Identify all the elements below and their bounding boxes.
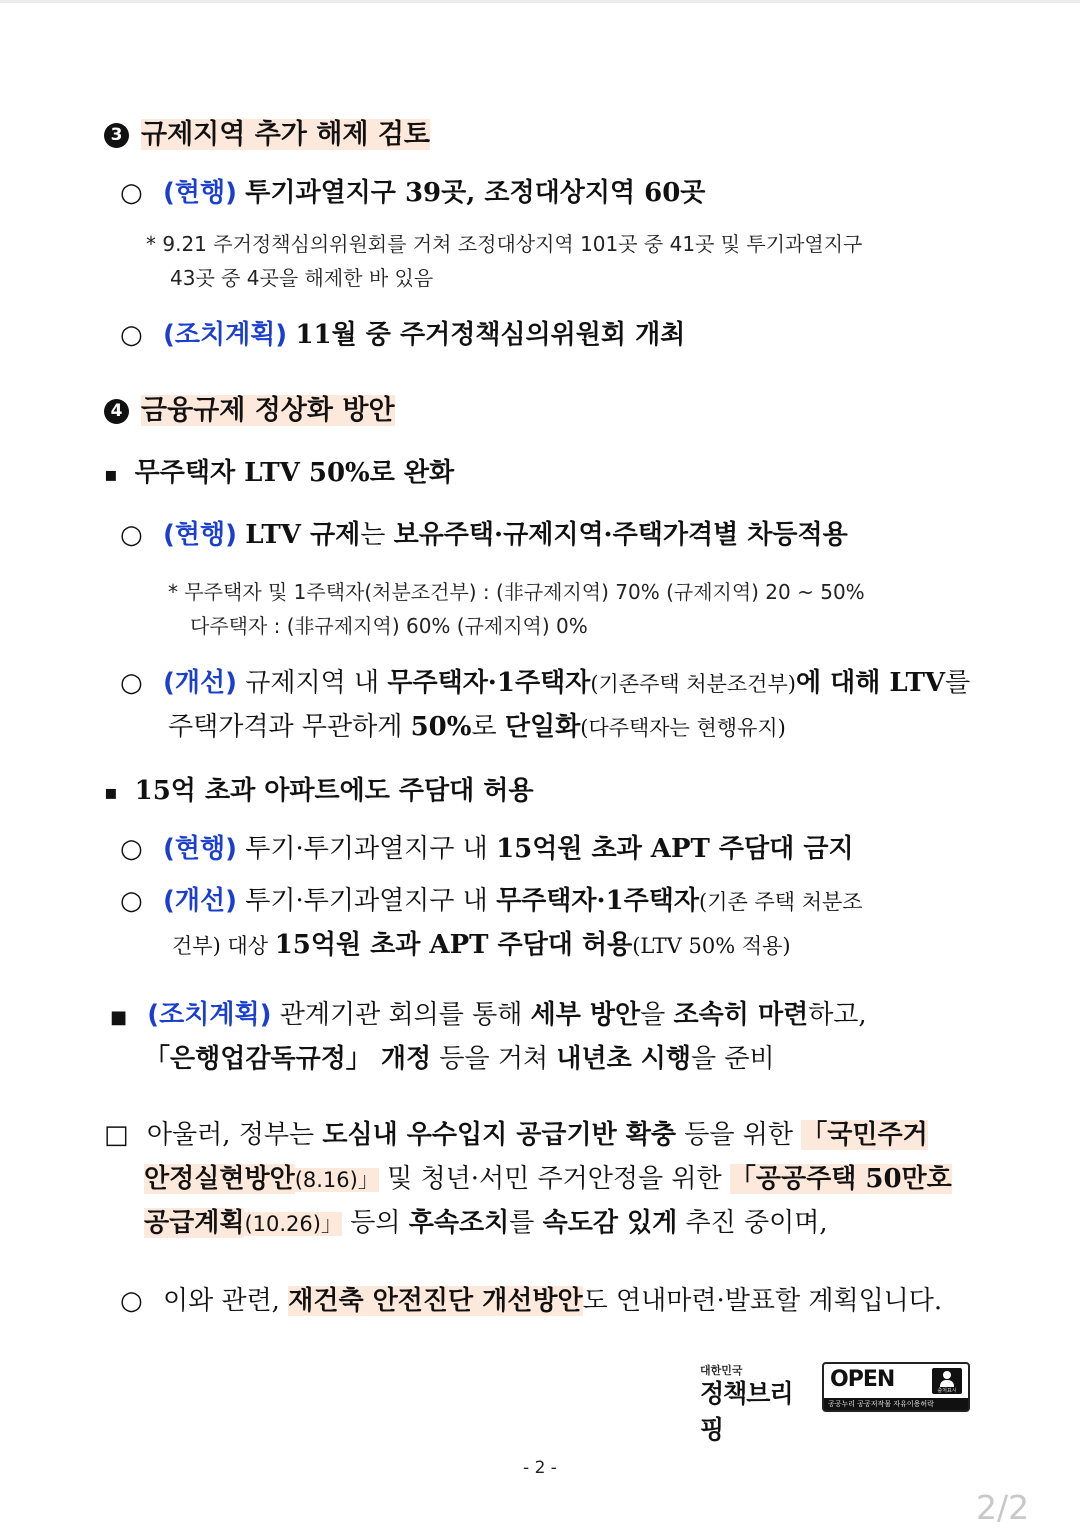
improve-tag: (개선) — [162, 668, 237, 698]
plan-text-c: 을 — [640, 1000, 674, 1030]
box-text-l: 후속조치 — [408, 1208, 510, 1238]
improve-text-h: 로 — [471, 712, 505, 742]
improve-text-j: (다주택자는 현행유지) — [580, 716, 786, 740]
improve-text-b: 무주택자·1주택자 — [387, 668, 591, 698]
plan-tag: (조치계획) — [162, 320, 288, 350]
plan-text-g: 등을 거쳐 — [431, 1044, 557, 1074]
improve-text-d: 건부) 대상 — [172, 934, 275, 958]
box-text-h: 「공공주택 50만호 — [729, 1164, 952, 1194]
s4-sub2-improve-line-2 — [172, 924, 791, 961]
circle-bullet: ○ — [120, 178, 143, 208]
current-text-b: 는 — [360, 520, 394, 550]
improve-text-i: 단일화 — [504, 712, 581, 742]
person-caption: 출처표시 — [937, 1388, 957, 1394]
improve-text-f: 주택가격과 무관하게 — [168, 712, 411, 742]
s4-sub2-heading — [104, 770, 534, 807]
box-line-1 — [104, 1114, 928, 1151]
last-text-b: 재건축 안전진단 개선방안 — [288, 1286, 583, 1316]
footer-logos — [700, 1362, 972, 1444]
last-text-a: 이와 관련, — [162, 1286, 289, 1316]
plan-text-h: 내년초 시행 — [556, 1044, 692, 1074]
s4-note-line-1: * 무주택자 및 1주택자(처분조건부) : (非규제지역) 70% (규제지역) 20 ~ 50% — [168, 580, 865, 604]
person-icon — [932, 1368, 962, 1394]
last-text-c: 도 연내마련·발표할 계획입니다. — [582, 1286, 943, 1316]
section-badge: 4 — [104, 399, 129, 424]
last-line — [120, 1280, 942, 1317]
section-3-heading — [104, 112, 430, 151]
improve-text-a: 규제지역 내 — [245, 668, 388, 698]
improve-text-e: 15억원 초과 APT 주담대 허용 — [274, 930, 633, 960]
improve-text-f: (LTV 50% 적용) — [632, 934, 791, 958]
box-text-o: 추진 중이며, — [677, 1208, 828, 1238]
plan-tag: (조치계획) — [147, 1000, 272, 1030]
box-line-3 — [144, 1202, 828, 1239]
circle-bullet: ○ — [120, 886, 143, 916]
black-square-bullet: ■ — [110, 1007, 128, 1028]
open-text: OPEN — [830, 1367, 895, 1392]
logo-small-text: 대한민국 — [700, 1364, 743, 1377]
plan-text: 11월 중 주거정책심의위원회 개최 — [295, 320, 686, 350]
s4-sub1-improve-line-1 — [120, 662, 970, 699]
improve-text-e: 를 — [945, 668, 971, 698]
box-text-e: 안정실현방안 — [144, 1164, 295, 1194]
current-text-a: LTV 규제 — [245, 520, 361, 550]
s4-sub2-improve-line-1 — [120, 880, 863, 917]
plan-text-d: 조속히 마련 — [673, 1000, 809, 1030]
box-text-j: (10.26)」 — [244, 1212, 342, 1236]
sub-heading-text: 15억 초과 아파트에도 주담대 허용 — [134, 776, 534, 806]
s3-current-line — [120, 172, 705, 209]
current-text: 투기과열지구 39곳, 조정대상지역 60곳 — [245, 178, 706, 208]
box-text-d: 「국민주거 — [801, 1120, 928, 1150]
circle-bullet: ○ — [120, 520, 143, 550]
improve-text-c: (기존 주택 처분조 — [699, 890, 863, 914]
current-text-c: 보유주택·규제지역·주택가격별 차등적용 — [393, 520, 848, 550]
plan-text-f: 「은행업감독규정」 개정 — [144, 1044, 432, 1074]
plan-text-b: 세부 방안 — [530, 1000, 641, 1030]
circle-bullet: ○ — [120, 320, 143, 350]
s4-plan-line-2 — [144, 1038, 775, 1075]
circle-bullet: ○ — [120, 668, 143, 698]
s4-sub1-current-line — [120, 514, 848, 551]
s4-note-line-2: 다주택자 : (非규제지역) 60% (규제지역) 0% — [190, 614, 588, 638]
current-text-a: 투기·투기과열지구 내 — [245, 834, 497, 864]
improve-text-b: 무주택자·1주택자 — [496, 886, 700, 916]
s3-note-line-2: 43곳 중 4곳을 해제한 바 있음 — [170, 266, 434, 290]
current-tag: (현행) — [162, 520, 237, 550]
box-text-g: 및 청년·서민 주거안정을 위한 — [378, 1164, 730, 1194]
empty-box-bullet: □ — [104, 1120, 129, 1150]
square-bullet: ▪ — [104, 462, 118, 486]
current-tag: (현행) — [162, 178, 237, 208]
s4-sub1-improve-line-2 — [168, 706, 786, 743]
box-text-m: 를 — [509, 1208, 543, 1238]
s4-sub1-heading — [104, 452, 454, 489]
improve-text-a: 투기·투기과열지구 내 — [245, 886, 497, 916]
circle-bullet: ○ — [120, 1286, 143, 1316]
current-tag: (현행) — [162, 834, 237, 864]
box-text-f: (8.16)」 — [294, 1168, 379, 1192]
kogl-open-logo — [822, 1362, 970, 1412]
open-bar-text: 공공누리 공공저작물 자유이용허락 — [824, 1398, 968, 1410]
section-title: 규제지역 추가 해제 검토 — [141, 119, 431, 150]
box-text-n: 속도감 있게 — [542, 1208, 678, 1238]
top-border — [0, 0, 1080, 3]
plan-text-i: 을 준비 — [691, 1044, 775, 1074]
current-text-b: 15억원 초과 APT 주담대 금지 — [496, 834, 854, 864]
page-number: - 2 - — [523, 1458, 557, 1478]
sub-heading-text: 무주택자 LTV 50%로 완화 — [134, 458, 455, 488]
box-text-b: 도심내 우수입지 공급기반 확충 — [322, 1120, 677, 1150]
box-line-2 — [144, 1158, 952, 1195]
square-bullet: ▪ — [104, 780, 118, 804]
box-text-c: 등을 위한 — [676, 1120, 802, 1150]
page-counter: 2/2 — [976, 1488, 1030, 1527]
improve-text-g: 50% — [410, 712, 472, 742]
s3-note-line-1: * 9.21 주거정책심의위원회를 거쳐 조정대상지역 101곳 중 41곳 및 투기과열지구 — [146, 232, 863, 256]
section-4-heading — [104, 388, 395, 427]
s4-sub2-current-line — [120, 828, 854, 865]
improve-tag: (개선) — [162, 886, 237, 916]
s4-plan-line-1 — [110, 994, 867, 1031]
plan-text-e: 하고, — [808, 1000, 867, 1030]
s3-plan-line — [120, 314, 685, 351]
logo-big-text: 정책브리핑 — [700, 1379, 793, 1444]
box-text-a: 아울러, 정부는 — [146, 1120, 323, 1150]
circle-bullet: ○ — [120, 834, 143, 864]
box-text-i: 공급계획 — [144, 1208, 245, 1238]
section-title: 금융규제 정상화 방안 — [141, 395, 395, 426]
box-text-k: 등의 — [341, 1208, 409, 1238]
improve-text-c: (기존주택 처분조건부) — [590, 672, 796, 696]
policy-briefing-logo — [700, 1362, 812, 1444]
improve-text-d: 에 대해 LTV — [795, 668, 946, 698]
plan-text-a: 관계기관 회의를 통해 — [271, 1000, 531, 1030]
section-badge: 3 — [104, 123, 129, 148]
